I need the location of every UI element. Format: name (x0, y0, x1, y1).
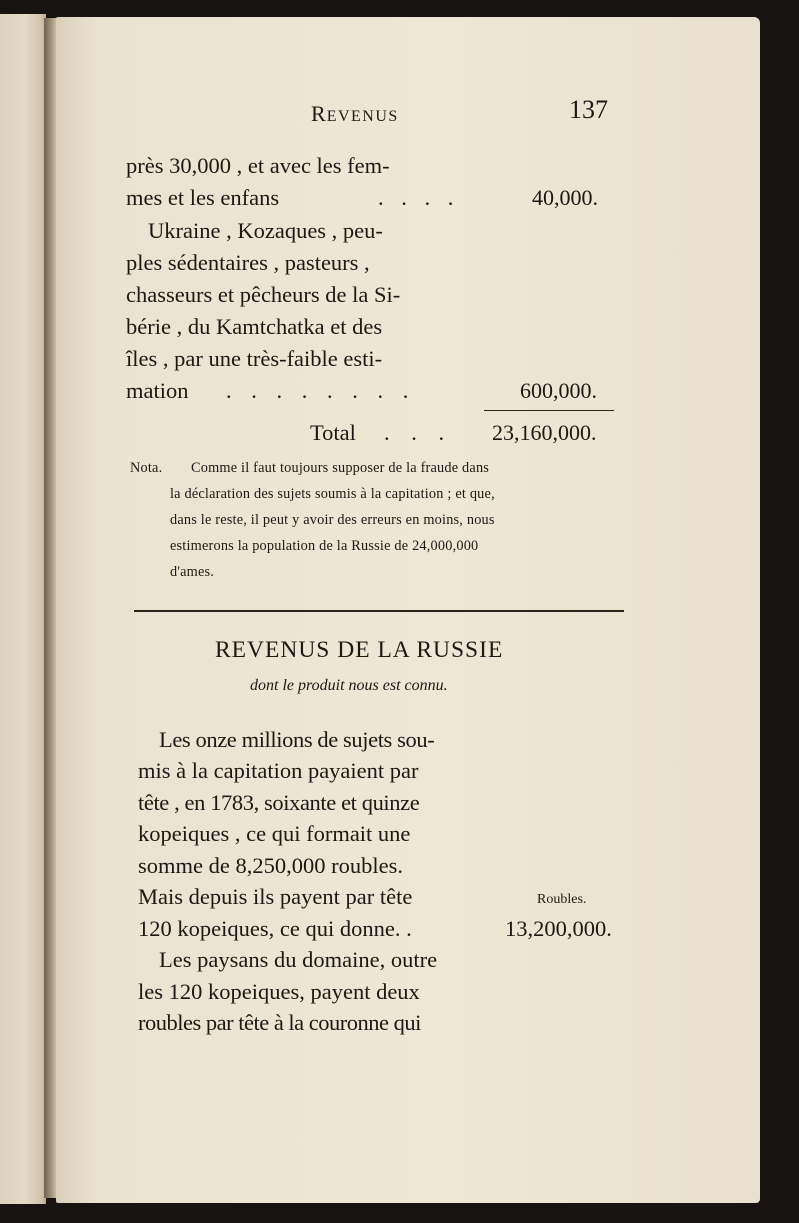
text-line: mes et les enfans (126, 185, 280, 210)
text-line: les 120 kopeiques, payent deux (138, 979, 420, 1004)
text-line: tête , en 1783, soixante et quinze (138, 790, 420, 815)
nota-label: Nota. (130, 460, 163, 476)
text-line: Les onze millions de sujets sou- (159, 727, 435, 752)
nota-line: la déclaration des sujets soumis à la capitation ; et que, (170, 486, 495, 502)
text-line: ples sédentaires , pasteurs , (126, 250, 370, 275)
section-rule (134, 610, 624, 612)
text-line: mis à la capitation payaient par (138, 758, 419, 783)
text-line: îles , par une très-faible esti- (126, 346, 383, 371)
section-subtitle: dont le produit nous est connu. (250, 677, 448, 694)
text-line: kopeiques , ce qui formait une (138, 821, 411, 846)
nota-line: estimerons la population de la Russie de 24,000,000 (170, 538, 479, 554)
nota-line: d'ames. (170, 564, 215, 580)
text-line: roubles par tête à la couronne qui (138, 1010, 421, 1035)
left-page-edge (0, 14, 46, 1204)
dot-leader: . . . . (378, 185, 460, 210)
section-title: REVENUS DE LA RUSSIE (215, 637, 504, 663)
dot-leader: . . . (384, 420, 453, 445)
running-head-rest: EVENUS (326, 108, 399, 125)
text-line: Les paysans du domaine, outre (159, 947, 438, 972)
nota-line: dans le reste, il peut y avoir des erreurs en moins, nous (170, 512, 495, 528)
page-number: 137 (569, 95, 608, 124)
dot-leader: . . . . . . . . (226, 378, 416, 403)
figure-value: 600,000. (520, 378, 597, 403)
text-line: Ukraine , Kozaques , peu- (148, 218, 383, 243)
column-heading: Roubles. (537, 892, 587, 907)
book-page (56, 17, 760, 1203)
running-head (311, 101, 399, 127)
text-line: 120 kopeiques, ce qui donne. . (138, 916, 412, 941)
text-line: mation (126, 378, 189, 403)
text-line: près 30,000 , et avec les fem- (126, 153, 390, 178)
nota-line: Comme il faut toujours supposer de la fraude dans (191, 460, 490, 476)
text-line: chasseurs et pêcheurs de la Si- (126, 282, 401, 307)
total-value: 23,160,000. (492, 420, 597, 445)
figure-value: 13,200,000. (505, 916, 612, 941)
text-line: somme de 8,250,000 roubles. (138, 853, 403, 878)
text-line: bérie , du Kamtchatka et des (126, 314, 383, 339)
sum-rule (484, 410, 614, 411)
total-label: Total (310, 420, 356, 445)
text-line: Mais depuis ils payent par tête (138, 884, 413, 909)
figure-value: 40,000. (532, 185, 598, 210)
running-head-initial: R (311, 101, 327, 126)
